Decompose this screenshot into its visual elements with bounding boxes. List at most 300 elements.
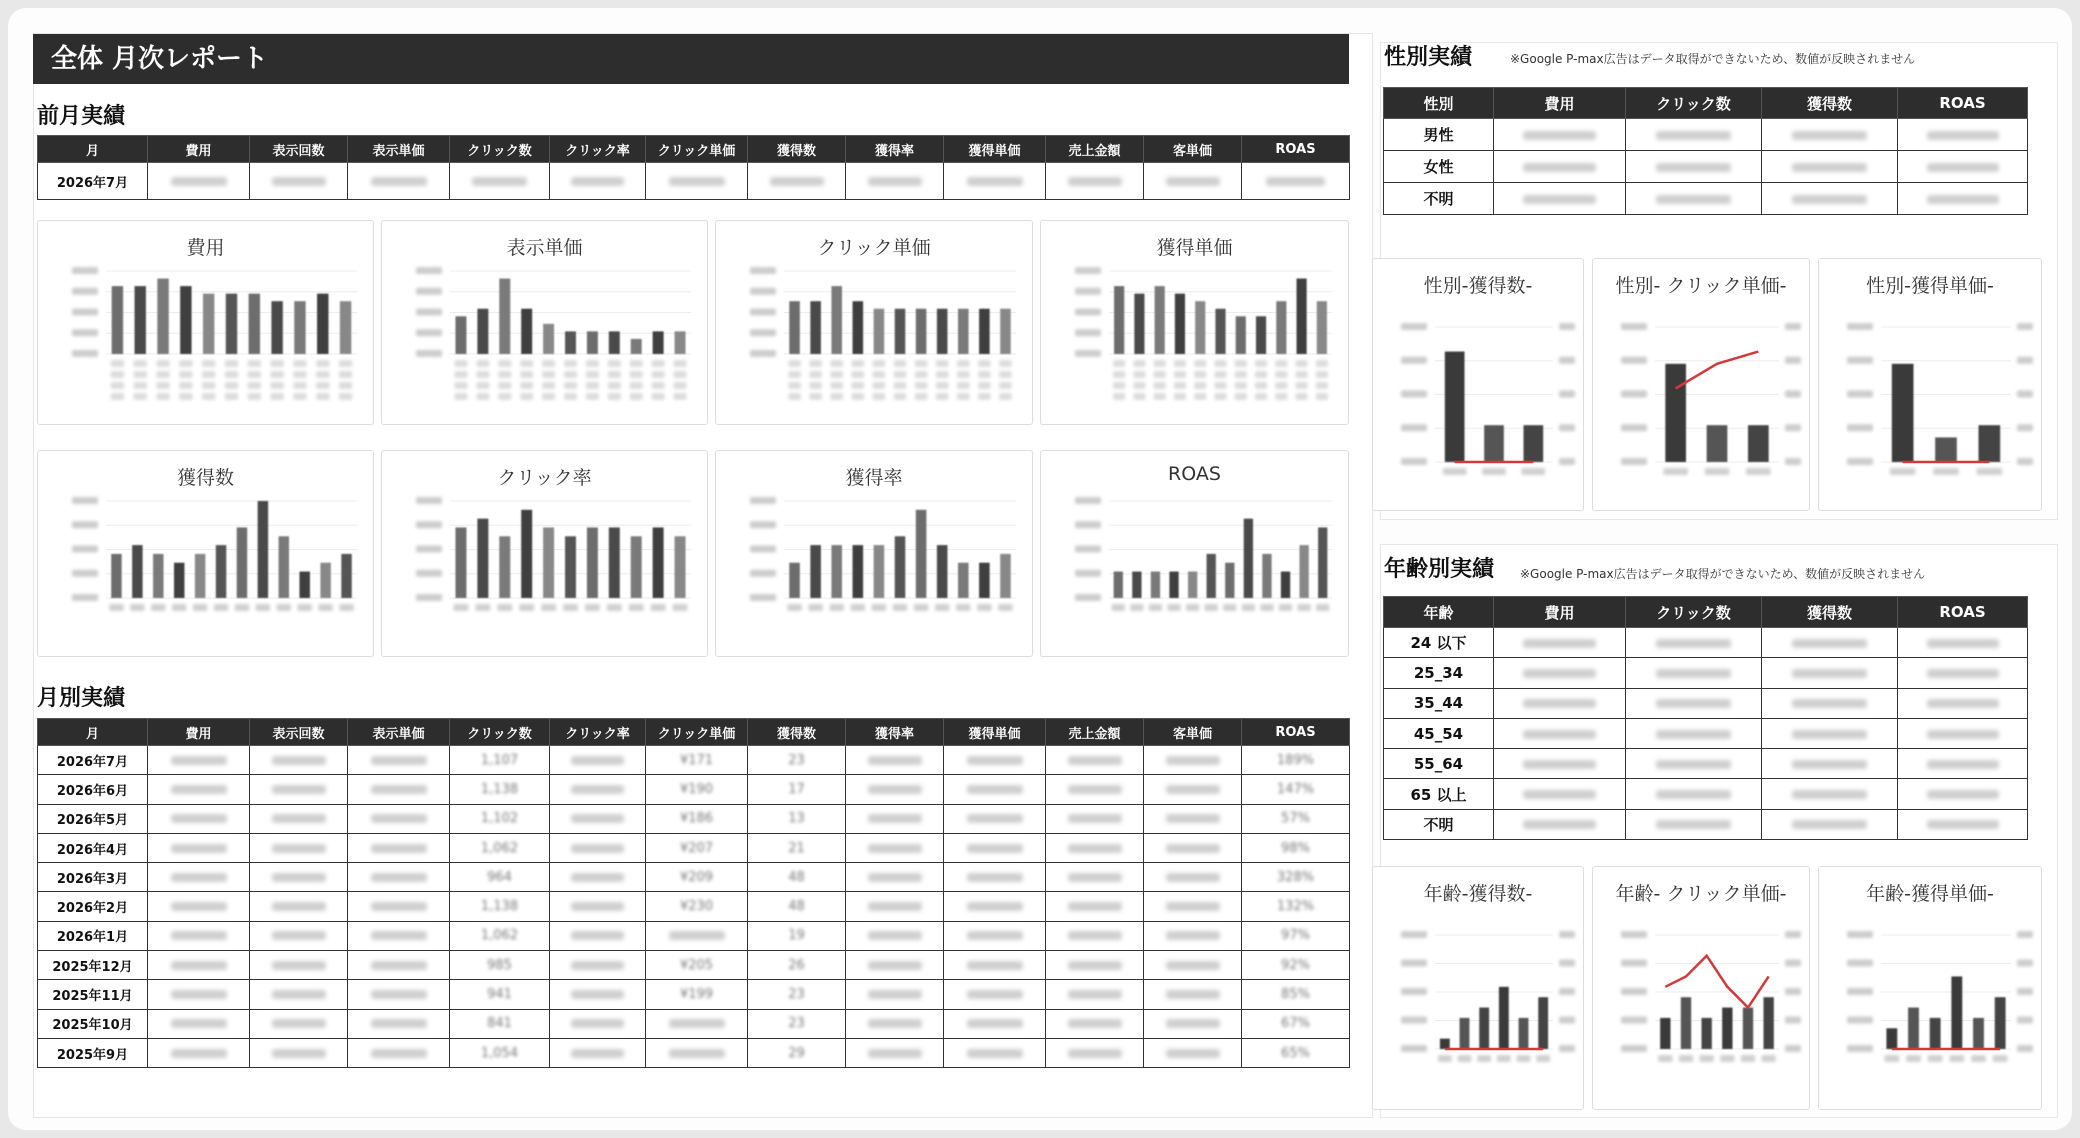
redacted-value: [272, 177, 326, 186]
bar: [1951, 976, 1962, 1049]
table-cell: [38, 163, 148, 200]
table-cell: [1384, 658, 1494, 688]
redacted-value: [171, 177, 227, 186]
cell-value: 67%: [1281, 1016, 1310, 1032]
table-cell: [550, 892, 646, 921]
redacted-value: [1523, 195, 1596, 204]
tick-label: [416, 309, 442, 316]
x-tick-label: [1933, 468, 1959, 475]
data-table-cell: [936, 382, 949, 389]
redacted-value: [571, 931, 624, 940]
redacted-value: [371, 902, 427, 911]
table-cell: [450, 1009, 550, 1038]
cell-value: 48: [788, 869, 805, 885]
table-cell: [450, 833, 550, 862]
data-table-cell: [1194, 360, 1206, 367]
x-tick-label: [1700, 1055, 1714, 1062]
data-table-cell: [788, 393, 801, 400]
redacted-value: [1068, 1019, 1122, 1028]
data-table-cell: [957, 382, 970, 389]
tick-label: [1785, 458, 1801, 465]
data-table-cell: [339, 371, 352, 378]
data-table-cell: [520, 371, 533, 378]
cell-value: ¥171: [679, 752, 714, 768]
data-table-cell: [1235, 360, 1247, 367]
x-tick-label: [1112, 604, 1125, 611]
table-cell: [944, 892, 1046, 921]
x-tick-label: [1522, 468, 1546, 475]
data-table-cell: [225, 360, 238, 367]
table-cell: [1242, 863, 1350, 892]
x-tick-label: [318, 604, 332, 611]
cell-value: 189%: [1276, 752, 1315, 768]
x-tick-label: [1884, 1055, 1899, 1062]
data-table-cell: [1275, 382, 1287, 389]
x-tick-label: [563, 604, 578, 611]
x-tick-label: [1242, 604, 1255, 611]
data-table-cell: [293, 382, 306, 389]
data-table-cell: [936, 371, 949, 378]
redacted-value: [371, 1049, 427, 1058]
bar: [1743, 1008, 1753, 1049]
table-cell: [148, 951, 250, 980]
table-cell: [1898, 119, 2028, 151]
table-cell: [1046, 804, 1144, 833]
chart-svg: [1373, 867, 1585, 1111]
bar: [174, 563, 184, 598]
table-cell: [846, 1009, 944, 1038]
column-header: 表示回数: [250, 719, 348, 746]
bar: [1225, 563, 1234, 598]
redacted-value: [571, 990, 624, 999]
data-table-cell: [498, 393, 511, 400]
data-table-cell: [111, 360, 124, 367]
table-cell: [1144, 863, 1242, 892]
table-cell: [846, 892, 944, 921]
redacted-value: [1792, 760, 1867, 769]
tick-label: [750, 570, 776, 577]
bar: [916, 510, 927, 598]
cell-value: ¥230: [679, 899, 714, 915]
data-table-cell: [1316, 371, 1328, 378]
x-tick-label: [1130, 604, 1143, 611]
tick-label: [1621, 1017, 1647, 1024]
cell-value: 85%: [1281, 987, 1310, 1003]
chart-card: [1040, 220, 1349, 425]
redacted-value: [770, 177, 824, 186]
tick-label: [1401, 988, 1427, 995]
data-table-cell: [936, 393, 949, 400]
data-table-cell: [873, 360, 886, 367]
data-table-cell: [134, 371, 147, 378]
cell-value: 不明: [1423, 815, 1454, 834]
chart-card: [1592, 258, 1810, 511]
cell-value: 1,107: [480, 752, 519, 768]
chart-svg: [1041, 451, 1350, 658]
tick-label: [1621, 1045, 1647, 1052]
bar: [1281, 572, 1290, 598]
bar: [1440, 1039, 1450, 1049]
chart-title: 年齢- クリック単価-: [1615, 883, 1787, 905]
bar: [789, 563, 800, 598]
tick-label: [1785, 988, 1801, 995]
tick-label: [1847, 988, 1873, 995]
tick-label: [1847, 1045, 1873, 1052]
table-cell: [1144, 775, 1242, 804]
column-header: 表示単価: [348, 136, 450, 163]
table-cell: [748, 863, 846, 892]
redacted-value: [1166, 931, 1220, 940]
redacted-value: [1166, 902, 1220, 911]
gender-table: [1383, 87, 2028, 215]
data-table-cell: [586, 360, 599, 367]
data-table-cell: [999, 393, 1012, 400]
table-cell: [1898, 658, 2028, 688]
table-cell: [1898, 688, 2028, 718]
cell-value: 65%: [1281, 1045, 1310, 1061]
cell-value: 2026年2月: [56, 901, 129, 917]
table-row: [38, 863, 1350, 892]
table-cell: [1242, 1009, 1350, 1038]
data-table-cell: [225, 382, 238, 389]
table-cell: [1384, 779, 1494, 809]
data-table-cell: [1194, 393, 1206, 400]
table-cell: [646, 892, 748, 921]
cell-value: 女性: [1423, 158, 1454, 176]
tick-label: [750, 267, 776, 274]
data-table-cell: [809, 360, 822, 367]
tick-label: [416, 594, 442, 601]
table-cell: [250, 863, 348, 892]
bar: [1524, 425, 1544, 462]
bar: [477, 309, 488, 354]
table-cell: [1494, 749, 1626, 779]
cell-value: 13: [788, 811, 805, 827]
data-table-cell: [498, 382, 511, 389]
chart-card: [715, 220, 1033, 425]
table-cell: [148, 746, 250, 775]
table-cell: [1144, 804, 1242, 833]
redacted-value: [1166, 990, 1220, 999]
table-cell: [1242, 980, 1350, 1009]
bar: [1000, 309, 1011, 354]
bar: [810, 545, 821, 598]
table-row: [1384, 779, 2028, 809]
table-cell: [38, 980, 148, 1009]
table-cell: [748, 1009, 846, 1038]
redacted-value: [967, 902, 1023, 911]
data-table-cell: [564, 382, 577, 389]
data-table-cell: [1296, 382, 1308, 389]
cell-value: 328%: [1276, 869, 1315, 885]
tick-label: [1401, 1017, 1427, 1024]
line-series: [1676, 352, 1759, 389]
table-cell: [38, 863, 148, 892]
table-cell: [348, 746, 450, 775]
table-row: [38, 1009, 1350, 1038]
tick-label: [72, 521, 98, 528]
redacted-value: [1792, 669, 1867, 678]
column-header: 獲得数: [748, 719, 846, 746]
table-cell: [1898, 749, 2028, 779]
table-cell: [348, 951, 450, 980]
data-table-cell: [1296, 393, 1308, 400]
redacted-value: [1792, 699, 1867, 708]
redacted-value: [1523, 699, 1596, 708]
table-cell: [1242, 163, 1350, 200]
data-table-cell: [1275, 371, 1287, 378]
table-cell: [1626, 183, 1762, 215]
table-cell: [148, 1038, 250, 1067]
x-tick-label: [914, 604, 929, 611]
tick-label: [1847, 323, 1873, 330]
report-title: 全体 月次レポート: [33, 34, 1349, 84]
data-table-cell: [830, 360, 843, 367]
table-cell: [944, 951, 1046, 980]
chart-title: 性別-獲得単価-: [1866, 275, 1994, 297]
table-cell: [748, 892, 846, 921]
bar: [521, 510, 532, 598]
x-tick-label: [1497, 1055, 1511, 1062]
tick-label: [2017, 323, 2033, 330]
data-table-cell: [339, 393, 352, 400]
data-table-cell: [225, 371, 238, 378]
tick-label: [750, 309, 776, 316]
table-cell: [348, 1009, 450, 1038]
cell-value: 1,138: [480, 781, 519, 797]
redacted-value: [1927, 760, 1999, 769]
tick-label: [1401, 323, 1427, 330]
table-row: [38, 951, 1350, 980]
column-header: 客単価: [1144, 719, 1242, 746]
data-table-cell: [498, 360, 511, 367]
column-header: 費用: [148, 136, 250, 163]
tick-label: [750, 497, 776, 504]
table-cell: [1898, 718, 2028, 748]
table-cell: [450, 1038, 550, 1067]
table-cell: [550, 833, 646, 862]
x-tick-label: [277, 604, 291, 611]
table-cell: [1384, 809, 1494, 839]
table-cell: [1046, 746, 1144, 775]
chart-card: [1372, 866, 1584, 1110]
data-table-cell: [978, 393, 991, 400]
chart-title: ROAS: [1168, 463, 1221, 485]
cell-value: 2026年1月: [56, 930, 129, 946]
x-tick-label: [1720, 1055, 1734, 1062]
x-tick-label: [151, 604, 165, 611]
data-table-cell: [339, 360, 352, 367]
column-header: 売上金額: [1046, 719, 1144, 746]
table-cell: [250, 951, 348, 980]
table-row: [38, 1038, 1350, 1067]
column-header: 獲得数: [1762, 88, 1898, 119]
table-cell: [250, 892, 348, 921]
x-tick-label: [1443, 468, 1467, 475]
data-table-cell: [564, 371, 577, 378]
tick-label: [72, 570, 98, 577]
redacted-value: [272, 931, 326, 940]
data-table-cell: [542, 393, 555, 400]
data-table-cell: [542, 382, 555, 389]
bar: [294, 301, 305, 354]
data-table-cell: [454, 382, 467, 389]
table-cell: [38, 775, 148, 804]
table-cell: [1242, 892, 1350, 921]
data-table-cell: [248, 382, 261, 389]
data-table-cell: [652, 382, 665, 389]
redacted-value: [171, 902, 227, 911]
redacted-value: [1927, 669, 1999, 678]
tick-label: [1785, 931, 1801, 938]
bar: [1460, 1018, 1470, 1049]
cell-value: 25_34: [1413, 663, 1464, 682]
data-table-cell: [1194, 371, 1206, 378]
data-table-cell: [978, 382, 991, 389]
cell-value: 不明: [1423, 190, 1454, 208]
table-cell: [1046, 951, 1144, 980]
table-cell: [944, 921, 1046, 950]
cell-value: 45_54: [1413, 724, 1464, 743]
table-cell: [846, 775, 944, 804]
table-cell: [450, 863, 550, 892]
redacted-value: [1792, 790, 1867, 799]
table-row: [38, 804, 1350, 833]
redacted-value: [1656, 131, 1731, 140]
data-table-cell: [270, 360, 283, 367]
table-row: [1384, 151, 2028, 183]
data-table-cell: [852, 382, 865, 389]
bar: [1318, 527, 1327, 598]
tick-label: [1401, 960, 1427, 967]
cell-value: 2026年3月: [56, 871, 129, 887]
redacted-value: [1523, 669, 1596, 678]
cell-value: 21: [788, 840, 805, 856]
bar: [631, 536, 642, 598]
redacted-value: [371, 814, 427, 823]
redacted-value: [1523, 639, 1596, 648]
redacted-value: [1927, 131, 1999, 140]
data-table-cell: [179, 393, 192, 400]
bar: [1979, 425, 2001, 462]
data-table-cell: [111, 371, 124, 378]
x-tick-label: [607, 604, 622, 611]
table-cell: [748, 980, 846, 1009]
tick-label: [72, 267, 98, 274]
redacted-value: [371, 1019, 427, 1028]
table-cell: [38, 1009, 148, 1038]
redacted-value: [1523, 730, 1596, 739]
cell-value: 2026年6月: [56, 783, 129, 799]
table-cell: [348, 163, 450, 200]
bar: [653, 331, 664, 354]
redacted-value: [1523, 131, 1596, 140]
redacted-value: [868, 814, 922, 823]
tick-label: [1847, 357, 1873, 364]
redacted-value: [1166, 961, 1220, 970]
x-tick-label: [1316, 604, 1329, 611]
table-cell: [1762, 658, 1898, 688]
chart-svg: [38, 451, 375, 658]
chart-svg: [382, 221, 709, 426]
table-cell: [1242, 833, 1350, 862]
column-header: クリック率: [550, 136, 646, 163]
bar: [609, 527, 620, 598]
table-cell: [1242, 804, 1350, 833]
redacted-value: [171, 1019, 227, 1028]
cell-value: 57%: [1281, 811, 1310, 827]
redacted-value: [1792, 820, 1867, 829]
data-table-cell: [915, 393, 928, 400]
table-cell: [1242, 921, 1350, 950]
tick-label: [750, 546, 776, 553]
data-table-cell: [1316, 382, 1328, 389]
column-header: 表示回数: [250, 136, 348, 163]
table-cell: [1494, 628, 1626, 658]
bar: [1538, 997, 1548, 1049]
table-cell: [1494, 809, 1626, 839]
bar: [320, 563, 330, 598]
data-table-cell: [1214, 393, 1226, 400]
tick-label: [1559, 391, 1575, 398]
tick-label: [2017, 988, 2033, 995]
redacted-value: [1656, 669, 1731, 678]
redacted-value: [171, 873, 227, 882]
tick-label: [1621, 931, 1647, 938]
table-cell: [1046, 892, 1144, 921]
data-table-cell: [674, 382, 687, 389]
data-table-cell: [652, 371, 665, 378]
table-cell: [250, 833, 348, 862]
redacted-value: [1792, 730, 1867, 739]
x-tick-label: [1186, 604, 1199, 611]
table-cell: [1898, 151, 2028, 183]
data-table-cell: [316, 360, 329, 367]
data-table-cell: [630, 393, 643, 400]
redacted-value: [171, 756, 227, 765]
tick-label: [1785, 323, 1801, 330]
tick-label: [416, 350, 442, 357]
tick-label: [2017, 931, 2033, 938]
chart-card: [381, 220, 708, 425]
bar: [1479, 1008, 1489, 1049]
x-tick-label: [235, 604, 249, 611]
data-table-cell: [1113, 371, 1125, 378]
redacted-value: [868, 177, 922, 186]
tick-label: [1075, 350, 1101, 357]
data-table-cell: [202, 360, 215, 367]
bar: [135, 286, 146, 354]
x-tick-label: [109, 604, 123, 611]
redacted-value: [272, 814, 326, 823]
tick-label: [1785, 391, 1801, 398]
tick-label: [416, 288, 442, 295]
data-table-cell: [1316, 360, 1328, 367]
redacted-value: [868, 785, 922, 794]
redacted-value: [171, 990, 227, 999]
x-tick-label: [673, 604, 688, 611]
x-tick-label: [1746, 468, 1771, 475]
bar: [1000, 554, 1011, 598]
table-cell: [348, 980, 450, 1009]
table-row: [38, 746, 1350, 775]
redacted-value: [868, 844, 922, 853]
table-cell: [846, 746, 944, 775]
table-cell: [1626, 749, 1762, 779]
bar: [1114, 286, 1124, 354]
column-header: 獲得率: [846, 136, 944, 163]
tick-label: [750, 594, 776, 601]
